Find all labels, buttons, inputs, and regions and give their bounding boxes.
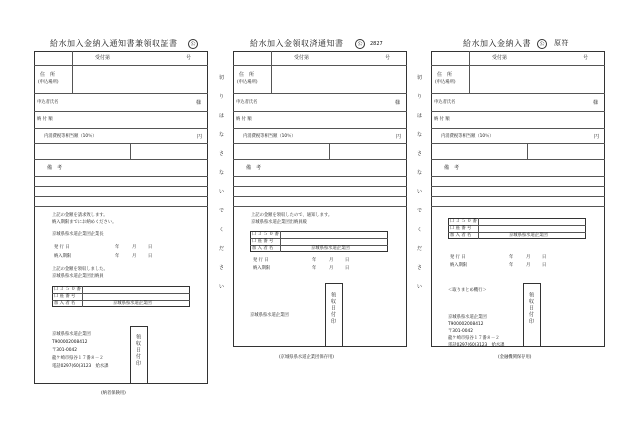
payment-address-label: 住 所 (437, 72, 453, 78)
receipt-amount-label: 納 付 額 (37, 117, 53, 122)
cut-line-right: 切 り は な さ な い で く だ さ い (416, 75, 422, 290)
receipt-number-suffix: 号 (186, 55, 192, 61)
notice-tax-label: 内消費税等相当額（10％） (243, 134, 296, 139)
payment-handling: ＜取りまとめ機行＞ (448, 288, 487, 293)
notice-seal-icon: 公 (355, 39, 365, 49)
notice-form-box (233, 51, 407, 347)
receipt-copy-title: 給水加入金納入通知書兼領収証書 (50, 39, 178, 48)
payment-keep-label: 原符 (554, 39, 569, 47)
payment-amount-label: 納 付 額 (434, 117, 450, 122)
payment-footer: (金融機関保存用) (498, 355, 532, 360)
notice-org: 京城県県水道企業団 (250, 313, 289, 318)
receipt-received-line2: 京城県県水道企業団出納員 (52, 274, 104, 279)
notice-code-number: 2827 (370, 41, 383, 47)
receipt-footer: (納者保険用) (101, 391, 126, 396)
payment-due-date-label: 納入期限 (450, 263, 468, 268)
payment-copy-title: 給水加入金納入書 (463, 39, 531, 48)
payment-org: 京城県県水道企業団 (448, 315, 487, 320)
receipt-stamp-text: 領 収 日 付 印 (135, 334, 141, 366)
receipt-reception-label: 受付第 (95, 55, 111, 61)
payment-stamp-text: 領 収 日 付 印 (528, 292, 534, 324)
receipt-applicant-label: 申込者氏名 (37, 100, 59, 105)
notice-address-label: 住 所 (239, 72, 255, 78)
receipt-bank-holder: 京城県県水道企業団 (113, 301, 152, 306)
receipt-tax-label: 内消費税等相当額（10％） (44, 134, 97, 139)
notice-due-date-label: 納入期限 (253, 266, 271, 271)
receipt-address-label: 住 所 (40, 72, 56, 78)
payment-issue-date-label: 発 行 日 (450, 255, 466, 260)
notice-received-line2: 京城県県水道企業団出納員殿 (251, 220, 307, 225)
payment-seal-icon: 公 (537, 39, 547, 49)
payment-bank-holder: 京城県県水道企業団 (509, 233, 548, 238)
notice-amount-label: 納 付 額 (236, 117, 252, 122)
receipt-seal-icon: 公 (188, 39, 198, 49)
notice-applicant-label: 申込者氏名 (236, 100, 258, 105)
notice-stamp-text: 領 収 日 付 印 (330, 292, 336, 324)
receipt-notice-line1: 上記の金額を請求致します。 (52, 213, 108, 218)
receipt-issue-date-label: 発 行 日 (54, 245, 70, 250)
notice-received-line1: 上記の金額を領収したので、通知します。 (251, 213, 333, 218)
payment-form-box (431, 51, 605, 347)
receipt-remarks-label: 備 考 (47, 165, 63, 171)
payment-tax-label: 内消費税等相当額（10％） (441, 134, 494, 139)
notice-copy-title: 給水加入金領収済通知書 (250, 39, 344, 48)
receipt-due-date-label: 納入期限 (54, 254, 72, 259)
receipt-notice-line2: 納入期限までにお納めください。 (52, 220, 117, 225)
notice-remarks-label: 備 考 (246, 165, 262, 171)
cut-line-left: 切 り は な さ な い で く だ さ い (218, 75, 224, 290)
notice-footer: (京城県県水道企業団保存用) (279, 355, 334, 360)
notice-issue-date-label: 発 行 日 (253, 258, 269, 263)
notice-bank-holder: 京城県県水道企業団 (311, 246, 350, 251)
receipt-received-line1: 上記の金額を領収しました。 (52, 267, 108, 272)
payment-remarks-label: 備 考 (444, 165, 460, 171)
payment-applicant-label: 申込者氏名 (434, 100, 456, 105)
receipt-issuer: 京城県県水道企業団企業長 (52, 232, 104, 237)
receipt-org: 京城県県水道企業団 (52, 332, 91, 337)
